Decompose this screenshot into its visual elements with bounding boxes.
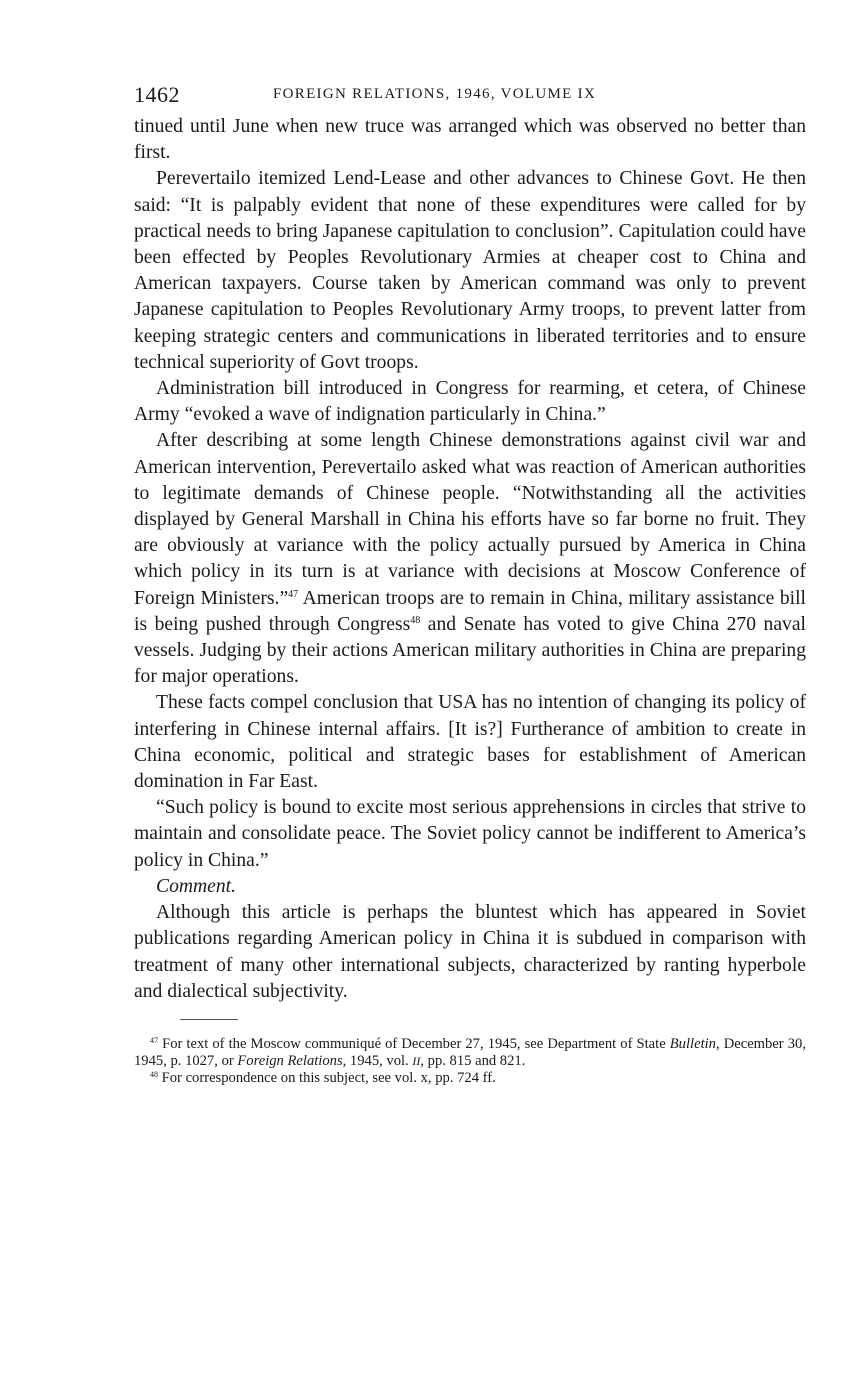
- footnote-marker-48: 48: [150, 1070, 158, 1080]
- document-page: [134, 80, 806, 1088]
- footnote-text: , December 30, 1945, p. 1027, or: [134, 1035, 806, 1070]
- footnote-text: , pp. 815 and 821.: [420, 1053, 526, 1070]
- footnote-series: Foreign Relations: [237, 1053, 343, 1070]
- paragraph-administration-bill: Administration bill introduced in Congress for rearming, et cetera, of Chinese Army “evoked a wave of indignation particularly in China.”: [134, 378, 806, 426]
- body-text: [134, 114, 806, 1005]
- paragraph-quote: “Such policy is bound to excite most serious apprehensions in circles that strive to maintain and consolidate peace. The Soviet policy cannot be indifferent to America’s policy in China.”: [134, 797, 806, 871]
- page-number: 1462: [134, 82, 180, 107]
- footnote-volume: II: [412, 1054, 421, 1069]
- footnote-text: , 1945, vol.: [342, 1053, 413, 1070]
- paragraph-text: After describing at some length Chinese demonstrations against civil war and American intervention, Perevertailo asked what was reaction of American authorities to legitimate demands of Chinese people. “Notwithstanding all the activities displayed by General Marshall in China his efforts have so far borne no fruit. They are obviously at variance with the policy actually pursued by America in China which policy in its turn is at variance with decisions at Moscow Conference of Foreign Ministers.”: [134, 430, 806, 609]
- footnote-journal: Bulletin: [669, 1035, 716, 1052]
- paragraph-text: American troops are to remain in China, military assistance bill is being pushed through Congress: [134, 587, 806, 635]
- footnote-ref-48[interactable]: 48: [410, 614, 421, 626]
- paragraph-conclusion: These facts compel conclusion that USA has no intention of changing its policy of interfering in Chinese internal affairs. [It is?] Furtherance of ambition to create in China economic, political and strategic bases for establishment of American domination in Far East.: [134, 692, 806, 793]
- paragraph-lend-lease: Perevertailo itemized Lend-Lease and other advances to Chinese Govt. He then said: “It is palpably evident that none of these expenditures were called for by practical needs to bring Japanese capitulation to conclusion”. Capitulation could have been effected by Peoples Revolutionary Armies at cheaper cost to China and American taxpayers. Course taken by American command was only to prevent Japanese capitulation to Peoples Revolutionary Army troops, to prevent latter from keeping strategic centers and communications in liberated territories and to ensure technical superiority of Govt troops.: [134, 168, 806, 373]
- paragraph-demonstrations: [134, 428, 806, 690]
- footnote-text: For correspondence on this subject, see vol. x, pp. 724 ff.: [158, 1070, 496, 1087]
- footnote-ref-47[interactable]: 47: [288, 588, 299, 600]
- paragraph-text: and Senate has voted to give China 270 naval vessels. Judging by their actions American military authorities in China are preparing for major operations.: [134, 613, 806, 688]
- paragraph-continued: tinued until June when new truce was arranged which was observed no better than first.: [134, 116, 806, 164]
- footnote-text: For text of the Moscow communiqué of December 27, 1945, see Department of State: [158, 1035, 670, 1052]
- page-header: [134, 80, 806, 112]
- footnote-47: [134, 1036, 806, 1070]
- paragraph-comment: Although this article is perhaps the bluntest which has appeared in Soviet publications regarding American policy in China it is subdued in comparison with treatment of many other international subjects, characterized by ranting hyperbole and dialectical subjectivity.: [134, 902, 806, 1002]
- footnote-divider: [180, 1019, 238, 1020]
- comment-heading: Comment.: [156, 875, 237, 897]
- footnote-48: [134, 1070, 806, 1087]
- running-head: FOREIGN RELATIONS, 1946, VOLUME IX: [273, 86, 597, 102]
- footnote-marker-47: 47: [150, 1035, 158, 1045]
- footnotes: [134, 1036, 806, 1088]
